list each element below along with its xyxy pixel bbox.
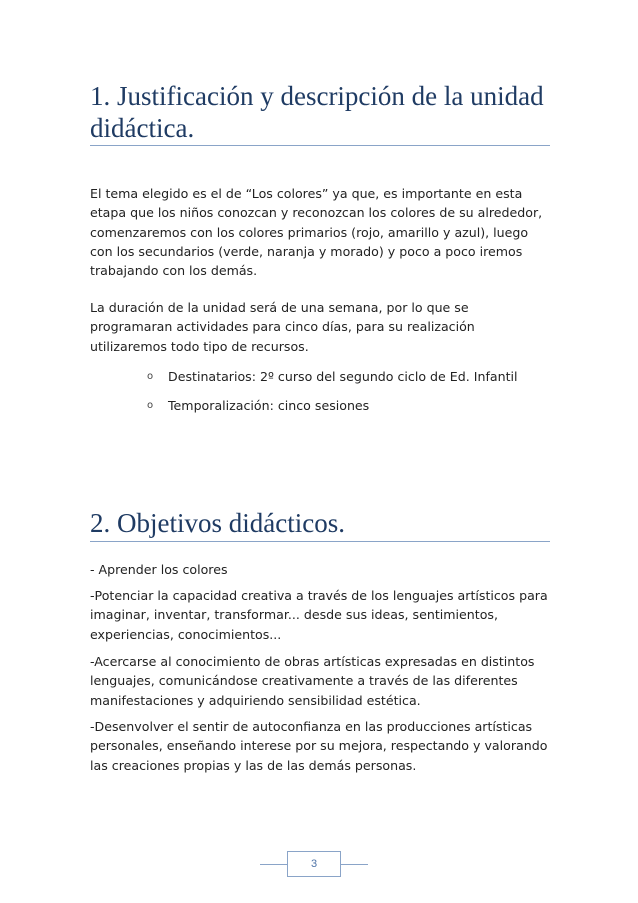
page-number-line-left	[260, 864, 287, 865]
section-1-rule	[90, 145, 550, 146]
section-1-paragraph-1: El tema elegido es el de “Los colores” ya que, es importante en esta etapa que los niños conozcan y reconozcan los colores de su alrededor, comenzaremos con los colores primarios (rojo, amarillo y azul), luego con los secundarios (verde, naranja y morado) y poco a poco iremos trabajando con los demás.	[90, 186, 543, 279]
section-1-heading: 1. Justificación y descripción de la unidad didáctica.	[90, 81, 544, 143]
section-2-paragraph-4: -Desenvolver el sentir de autoconfianza en las producciones artísticas personales, enseñando interese por su mejora, respectando y valorando las creaciones propias y las de las demás personas.	[90, 719, 548, 773]
section-2-heading: 2. Objetivos didácticos.	[90, 508, 345, 538]
bullet-text: Temporalización: cinco sesiones	[168, 398, 370, 413]
bullet-marker-icon: o	[147, 400, 154, 411]
bullet-marker-icon: o	[147, 371, 154, 382]
page-number-text: 3	[310, 858, 318, 870]
section-2-paragraph-2: -Potenciar la capacidad creativa a través de los lenguajes artísticos para imaginar, inventar, transformar... desde sus ideas, sentimientos, experiencias, conocimientos...	[90, 588, 548, 642]
page-number-line-right	[341, 864, 368, 865]
page-number	[287, 851, 341, 877]
section-2-rule	[90, 541, 550, 542]
section-2-paragraph-1: - Aprender los colores	[90, 562, 228, 577]
section-2-paragraph-3: -Acercarse al conocimiento de obras artísticas expresadas en distintos lenguajes, comunicándose creativamente a través de las diferentes manifestaciones y adquiriendo sensibilidad estética.	[90, 654, 535, 708]
section-1-paragraph-2: La duración de la unidad será de una semana, por lo que se programaran actividades para cinco días, para su realización utilizaremos todo tipo de recursos.	[90, 300, 475, 354]
bullet-text: Destinatarios: 2º curso del segundo ciclo de Ed. Infantil	[168, 369, 518, 384]
